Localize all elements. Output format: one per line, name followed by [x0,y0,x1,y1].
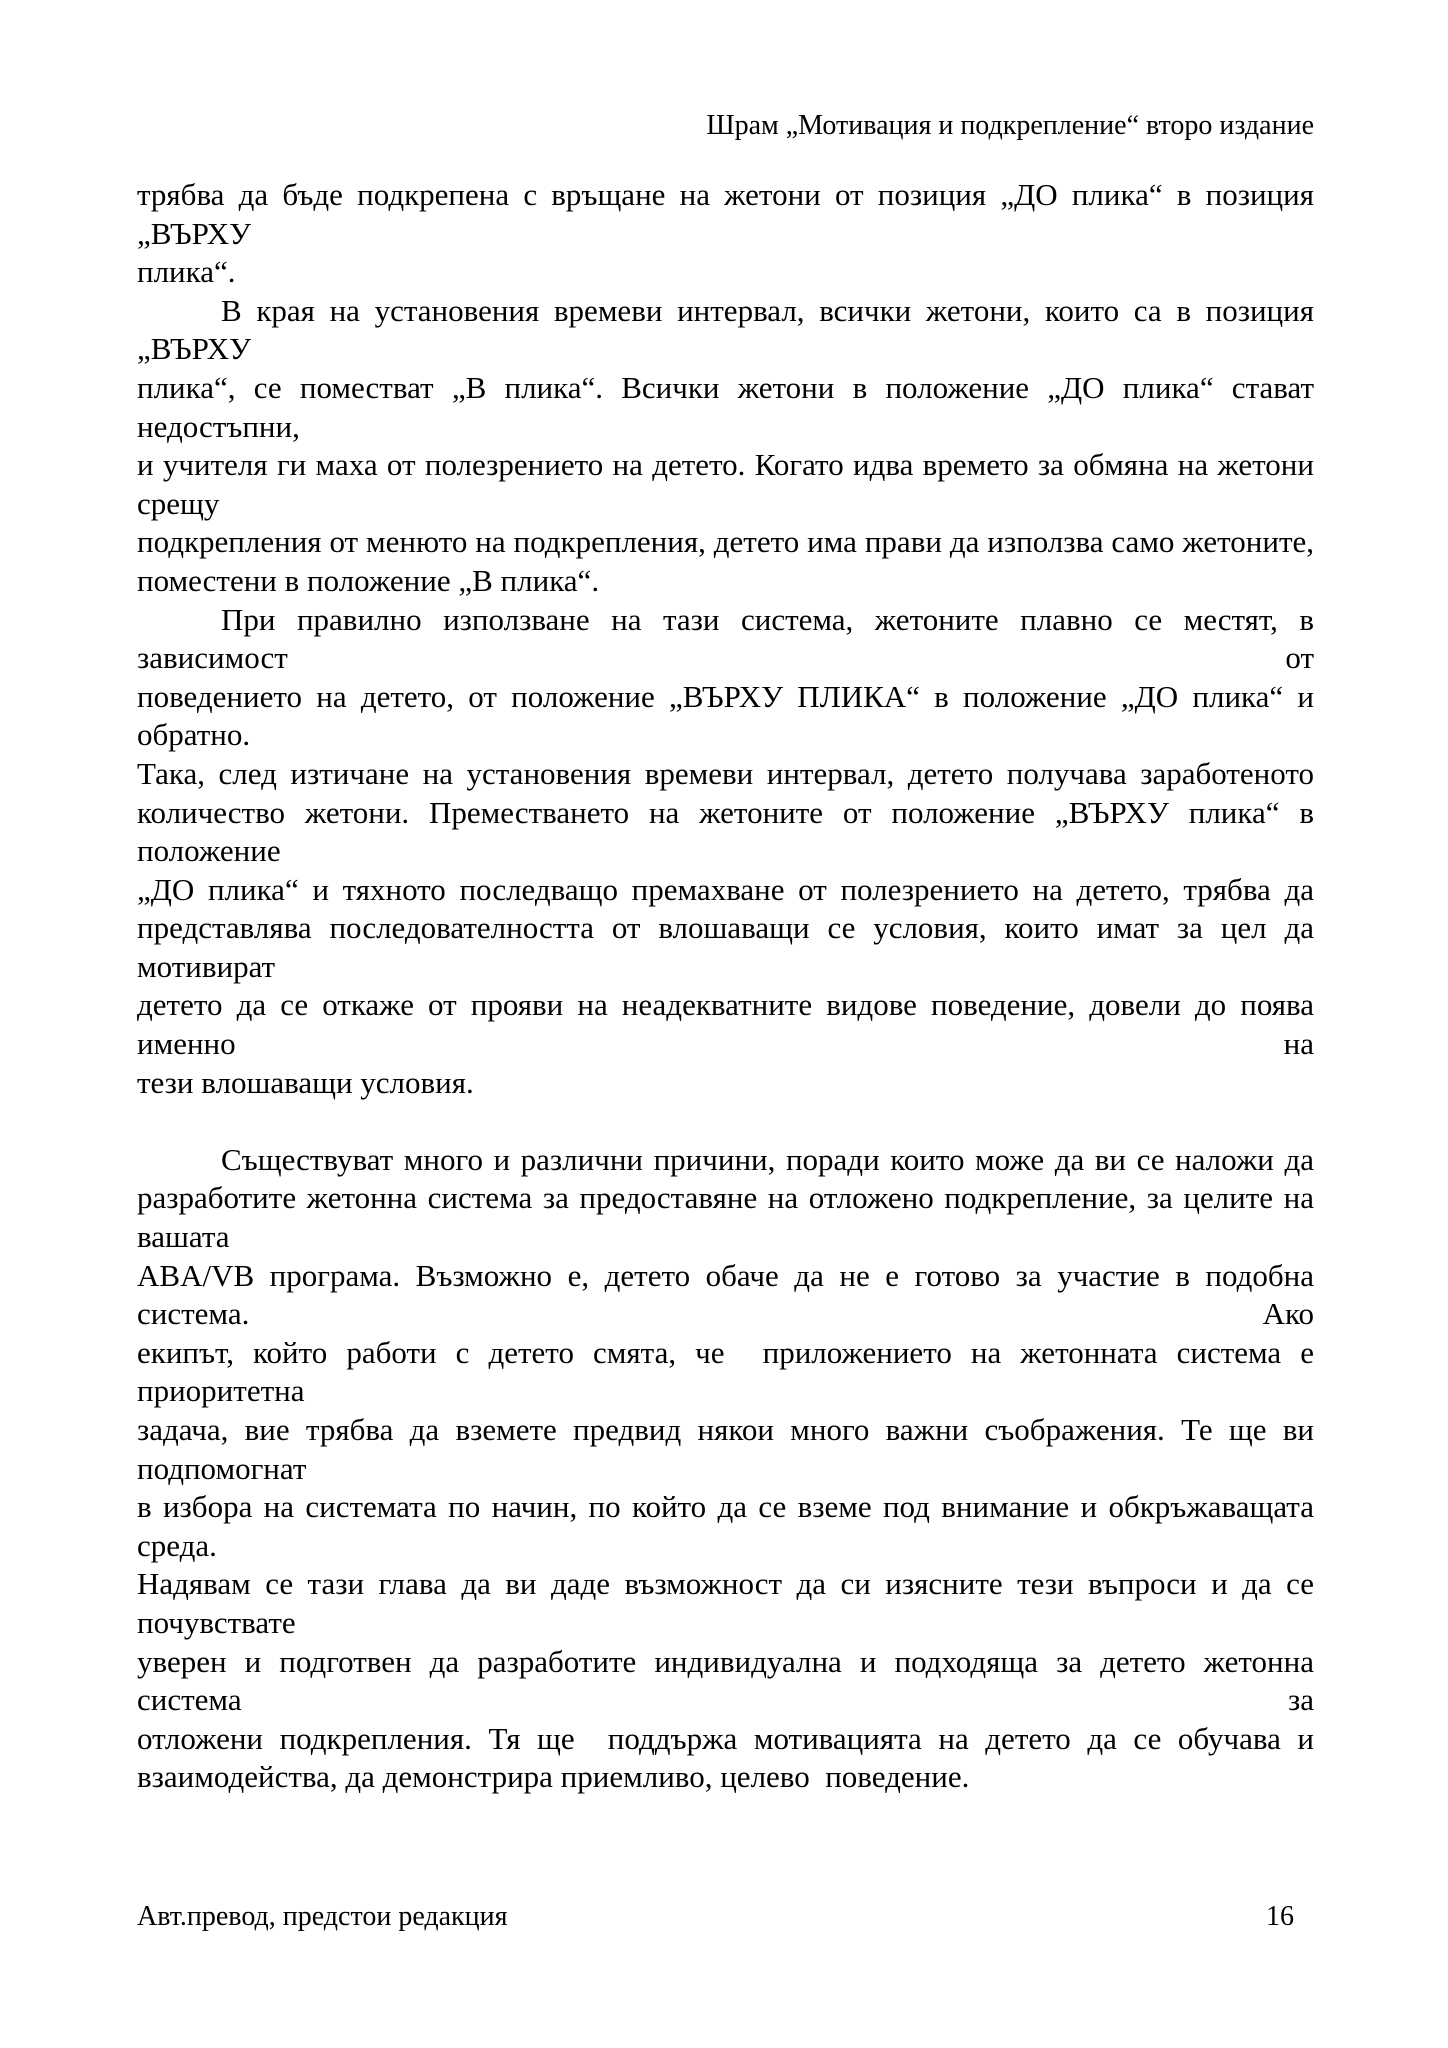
text-line: задача, вие трябва да вземете предвид някои много важни съображения. Те ще ви подпомогнат [137,1412,1314,1486]
text-line: Надявам се тази глава да ви даде възможност да си изясните тези въпроси и да се почувствате [137,1566,1314,1640]
text-line: плика“, се поместват „В плика“. Всички жетони в положение „ДО плика“ стават недостъпни, [137,369,1314,444]
text-line: детето да се откаже от прояви на неадекватните видове поведение, довели до поява именно на [137,987,1314,1062]
text-line: уверен и подготвен да разработите индивидуална и подходяща за детето жетонна система за [137,1643,1314,1718]
page-number: 16 [1266,1901,1294,1932]
text-line: подкрепления от менюто на подкрепления, детето има прави да използва само жетоните, [137,524,1314,560]
text-line: ABA/VB програма. Възможно е, детето обаче да не е готово за участие в подобна система. Ако [137,1257,1314,1332]
page-header-text: Шрам „Мотивация и подкрепление“ второ издание [706,110,1314,141]
text-line: количество жетони. Преместването на жетоните от положение „ВЪРХУ плика“ в положение [137,794,1314,869]
paragraph [137,601,1314,1103]
text-line: взаимодейства, да демонстрира приемливо, целево поведение. [137,1759,970,1795]
text-line: екипът, който работи с детето смята, че приложението на жетонната система е приоритетна [137,1334,1314,1409]
paragraph [137,1141,1314,1797]
text-line: В края на установения времеви интервал, всички жетони, които са в позиция „ВЪРХУ [137,292,1314,367]
paragraph [137,176,1314,292]
paragraph [137,292,1314,601]
text-line: разработите жетонна система за предоставяне на отложено подкрепление, за целите на вашата [137,1180,1314,1255]
page-footer [137,1900,1314,1934]
text-line: представлява последователността от влошаващи се условия, които имат за цел да мотивират [137,910,1314,984]
text-line: и учителя ги маха от полезрението на детето. Когато идва времето за обмяна на жетони срещу [137,447,1314,521]
text-line: Така, след изтичане на установения времеви интервал, детето получава заработеното [137,755,1314,791]
text-line: отложени подкрепления. Тя ще поддържа мотивацията на детето да се обучава и [137,1720,1314,1756]
document-body [137,176,1314,1797]
text-line: „ДО плика“ и тяхното последващо премахване от полезрението на детето, трябва да [137,871,1314,907]
text-line: При правилно използване на тази система, жетоните плавно се местят, в зависимост от [137,601,1314,676]
text-line: поведението на детето, от положение „ВЪРХУ ПЛИКА“ в положение „ДО плика“ и обратно. [137,678,1314,753]
text-line: трябва да бъде подкрепена с връщане на жетони от позиция „ДО плика“ в позиция „ВЪРХУ [137,177,1314,251]
text-line: Съществуват много и различни причини, поради които може да ви се наложи да [221,1141,1314,1177]
text-line: в избора на системата по начин, по който да се вземе под внимание и обкръжаващата среда. [137,1489,1314,1563]
text-line: плика“. [137,254,236,290]
text-line: тези влошаващи условия. [137,1064,474,1100]
text-line: поместени в положение „В плика“. [137,562,600,598]
footer-note: Авт.превод, предстои редакция [137,1901,508,1932]
